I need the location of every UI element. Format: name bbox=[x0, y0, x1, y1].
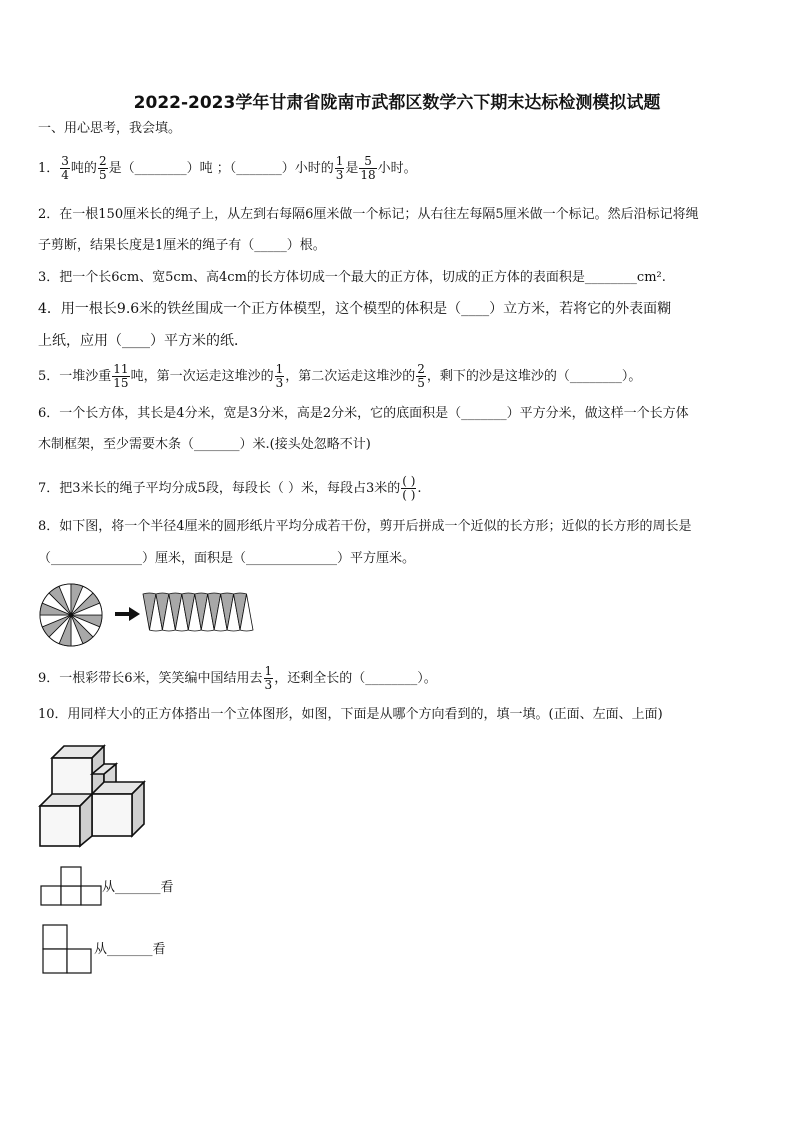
q1-text-c: 是 bbox=[345, 161, 359, 176]
question-4-line-2: 上纸，应用（____）平方米的纸． bbox=[38, 333, 248, 349]
q1-text-b: 是（________）吨 ；（_______）小时的 bbox=[108, 161, 334, 176]
question-8-line-1: 8．如下图，将一个半径4厘米的圆形纸片平均分成若干份，剪开后拼成一个近似的长方形；近似的长方形的周长是 bbox=[38, 519, 692, 534]
q1-fraction-b: $\frac{2}{5}$ bbox=[98, 154, 107, 182]
q1-number: 1． bbox=[38, 161, 60, 176]
q5-fraction-c: $\frac{2}{5}$ bbox=[417, 362, 425, 390]
view-2-label: 从_______看 bbox=[94, 942, 166, 957]
question-9 bbox=[38, 662, 437, 696]
question-2-line-2: 子剪断，结果长度是1厘米的绳子有（_____）根。 bbox=[38, 238, 326, 253]
question-7 bbox=[38, 472, 422, 506]
circle-sectors bbox=[40, 584, 102, 646]
question-1 bbox=[38, 152, 417, 186]
q5-text-a: 5．一堆沙重 bbox=[38, 369, 112, 384]
question-4-line-1: 4．用一根长9.6米的铁丝围成一个正方体模型，这个模型的体积是（____）立方米，若将它的外表面糊 bbox=[38, 301, 672, 317]
q7-text-b: . bbox=[417, 481, 422, 496]
q1-text-a: 吨的 bbox=[70, 161, 97, 176]
q5-text-d: ，剩下的沙是这堆沙的（________）。 bbox=[426, 369, 642, 384]
rectangle-strips bbox=[143, 593, 253, 631]
view-figure-1 bbox=[40, 866, 102, 906]
q5-fraction-b: $\frac{1}{3}$ bbox=[275, 362, 284, 390]
q5-text-b: 吨，第一次运走这堆沙的 bbox=[130, 369, 274, 384]
question-8-line-2: （______________）厘米，面积是（______________）平方厘米。 bbox=[38, 551, 416, 566]
view-figure-2 bbox=[42, 924, 92, 974]
question-5 bbox=[38, 360, 641, 394]
sectored-circle-figure bbox=[38, 582, 104, 648]
cube-solid-figure bbox=[38, 740, 148, 848]
section-heading: 一、用心思考，我会填。 bbox=[38, 121, 182, 136]
q9-text-a: 9．一根彩带长6米，笑笑编中国结用去 bbox=[38, 671, 263, 686]
q9-text-b: ，还剩全长的（________）。 bbox=[274, 671, 437, 686]
q1-fraction-d: $\frac{5}{18}$ bbox=[360, 154, 376, 182]
arrow-right-icon bbox=[115, 606, 141, 622]
approx-rectangle-figure bbox=[143, 592, 255, 632]
page-title: 2022-2023学年甘肃省陇南市武都区数学六下期末达标检测模拟试题 bbox=[133, 93, 661, 113]
q5-text-c: ，第二次运走这堆沙的 bbox=[285, 369, 416, 384]
question-6-line-1: 6．一个长方体，其长是4分米，宽是3分米，高是2分米，它的底面积是（_______）平方分米，做这样一个长方体 bbox=[38, 406, 689, 421]
question-2-line-1: 2．在一根150厘米长的绳子上，从左到右每隔6厘米做一个标记；从右往左每隔5厘米做一个标记。然后沿标记将绳 bbox=[38, 207, 699, 222]
view-1-label: 从_______看 bbox=[102, 880, 174, 895]
question-10: 10．用同样大小的正方体搭出一个立体图形，如图，下面是从哪个方向看到的，填一填。(正面、左面、上面) bbox=[38, 707, 663, 722]
q1-text-d: 小时。 bbox=[377, 161, 417, 176]
q9-fraction: $\frac{1}{3}$ bbox=[264, 664, 273, 692]
q5-fraction-a: $\frac{11}{15}$ bbox=[113, 362, 129, 390]
q1-fraction-a: $\frac{3}{4}$ bbox=[61, 154, 69, 182]
q7-text-a: 7．把3米长的绳子平均分成5段，每段长（ ）米，每段占3米的 bbox=[38, 481, 401, 496]
q1-fraction-c: $\frac{1}{3}$ bbox=[335, 154, 344, 182]
q7-fraction: $\frac{( )}{( )}$ bbox=[402, 474, 416, 502]
question-6-line-2: 木制框架，至少需要木条（_______）米.(接头处忽略不计) bbox=[38, 437, 371, 452]
question-3: 3．把一个长6cm、宽5cm、高4cm的长方体切成一个最大的正方体，切成的正方体的表面积是________cm². bbox=[38, 270, 666, 285]
